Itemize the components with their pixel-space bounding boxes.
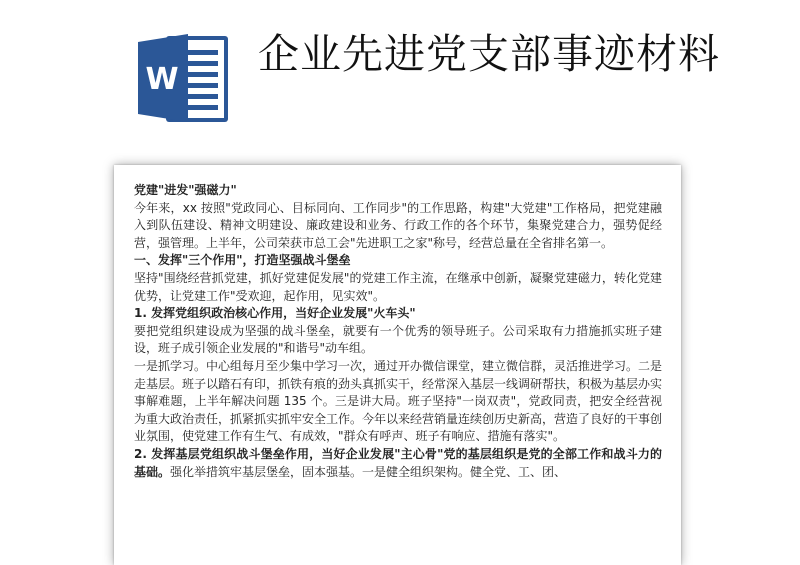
page-title: 企业先进党支部事迹材料 [258, 30, 720, 78]
document-body [134, 182, 662, 481]
paragraph-subsection-2-text: 强化举措筑牢基层堡垒，固本强基。一是健全组织架构。健全党、工、团、 [170, 464, 567, 479]
heading-subsection-1: 1. 发挥党组织政治核心作用，当好企业发展"火车头" [134, 306, 416, 321]
word-logo-letter: W [145, 62, 179, 97]
paragraph-study: 一是抓学习。中心组每月至少集中学习一次，通过开办微信课堂，建立微信群，灵活推进学习。二是走基层。班子以踏石有印，抓铁有痕的劲头真抓实干，经常深入基层一线调研帮扶，积极为基层办实事解难题，上半年解决问题 135 个。三是讲大局。班子坚持"一岗双责"，党政同责，把安全经营视为重大政治责任，抓紧抓实抓牢安全工作。今年以来经营销量连续创历史新高，营造了良好的干事创业氛围，使党建工作有生气、有成效，"群众有呼声、班子有响应、措施有落实"。 [134, 358, 663, 444]
header [0, 0, 800, 160]
paragraph-subsection-1: 要把党组织建设成为坚强的战斗堡垒，就要有一个优秀的领导班子。公司采取有力措施抓实班子建设，班子成引领企业发展的"和谐号"动车组。 [134, 323, 662, 356]
document-page [114, 165, 681, 565]
heading-party-building: 党建"进发"强磁力" [134, 183, 237, 197]
heading-subsection-2: 2. 发挥基层党组织战斗堡垒作用，当好企业发展"主心骨"党的基层组织是党的全部工作和战斗力的基础。 [134, 446, 662, 479]
paragraph-section-1: 坚持"围绕经营抓党建，抓好党建促发展"的党建工作主流，在继承中创新，凝聚党建磁力，转化党建优势，让党建工作"受欢迎，起作用，见实效"。 [134, 270, 662, 303]
paragraph-subsection-2 [134, 446, 662, 481]
word-document-icon [136, 28, 231, 128]
paragraph-intro: 今年来，xx 按照"党政同心、目标同向、工作同步"的工作思路，构建"大党建"工作格局，把党建融入到队伍建设、精神文明建设、廉政建设和业务、行政工作的各个环节，集聚党建合力，强势促经营，强管理。上半年，公司荣获市总工会"先进职工之家"称号，经营总量在全省排名第一。 [134, 200, 662, 250]
heading-section-1: 一、发挥"三个作用"，打造坚强战斗堡垒 [134, 253, 351, 268]
